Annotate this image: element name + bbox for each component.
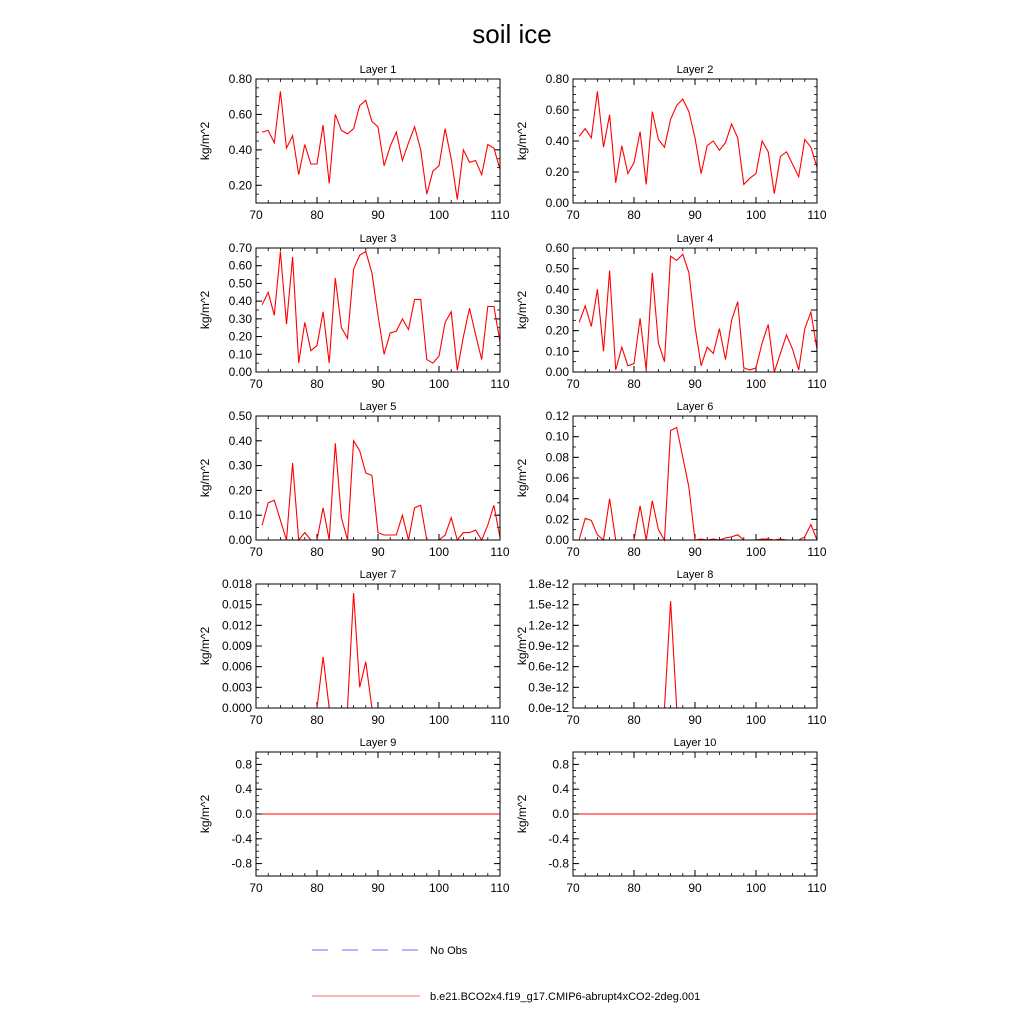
x-tick-label: 70	[566, 881, 580, 895]
x-tick-label: 70	[566, 713, 580, 727]
panel-layer-5	[198, 401, 510, 559]
plot-frame	[573, 416, 817, 540]
panel-layer-7	[198, 569, 510, 727]
plot-frame	[256, 248, 500, 372]
x-tick-label: 110	[490, 545, 510, 559]
y-tick-label: 0.20	[228, 178, 252, 193]
y-tick-label: 0.40	[228, 433, 252, 448]
x-tick-label: 90	[688, 208, 702, 222]
x-tick-label: 110	[490, 713, 510, 727]
panel-layer-2	[515, 64, 827, 222]
x-tick-label: 100	[745, 713, 767, 727]
y-tick-label: -0.8	[231, 856, 252, 871]
y-tick-label: 0.8	[552, 757, 569, 772]
y-tick-label: 0.40	[545, 134, 569, 148]
legend-label-no-obs: No Obs	[430, 945, 468, 957]
y-tick-label: 0.10	[545, 429, 569, 444]
y-tick-label: 0.6e-12	[528, 659, 569, 674]
y-tick-label: 1.2e-12	[528, 618, 569, 633]
y-tick-label: 0.30	[228, 311, 252, 326]
panel-title: Layer 6	[676, 401, 714, 413]
x-tick-label: 90	[371, 713, 385, 727]
y-tick-label: 0.80	[545, 72, 569, 86]
panel-title: Layer 5	[359, 401, 397, 413]
x-tick-label: 80	[310, 881, 324, 895]
y-tick-label: 0.60	[545, 241, 569, 255]
y-tick-label: 0.50	[228, 409, 252, 423]
x-tick-label: 70	[249, 713, 263, 727]
y-tick-label: 0.018	[221, 577, 252, 591]
y-tick-label: 0.00	[545, 365, 569, 379]
y-tick-label: 0.4	[235, 782, 252, 797]
y-axis-label: kg/m^2	[198, 794, 212, 834]
x-tick-label: 80	[310, 377, 324, 391]
y-tick-label: 0.60	[228, 107, 252, 122]
x-tick-label: 90	[688, 545, 702, 559]
panel-layer-4	[515, 233, 827, 391]
x-tick-label: 110	[490, 881, 510, 895]
series-line	[579, 254, 817, 372]
x-tick-label: 90	[688, 713, 702, 727]
x-tick-label: 100	[745, 881, 767, 895]
series-line	[262, 441, 500, 540]
y-tick-label: 0.06	[545, 471, 569, 485]
x-tick-label: 100	[428, 713, 450, 727]
series-line	[579, 91, 817, 193]
x-tick-label: 80	[310, 208, 324, 222]
x-tick-label: 110	[807, 881, 827, 895]
y-axis-label: kg/m^2	[198, 121, 212, 161]
x-tick-label: 110	[807, 545, 827, 559]
series-line	[262, 91, 500, 199]
y-axis-label: kg/m^2	[515, 121, 529, 161]
plot-frame	[573, 584, 817, 708]
y-tick-label: 0.0	[235, 807, 252, 821]
legend	[312, 945, 700, 1003]
y-tick-label: 0.8	[235, 757, 252, 772]
y-tick-label: 0.006	[221, 659, 252, 674]
panel-layer-6	[515, 401, 827, 559]
plot-frame	[256, 416, 500, 540]
x-tick-label: 80	[627, 713, 641, 727]
x-tick-label: 70	[249, 377, 263, 391]
x-tick-label: 70	[566, 545, 580, 559]
x-tick-label: 90	[371, 545, 385, 559]
y-axis-label: kg/m^2	[515, 290, 529, 330]
x-tick-label: 90	[688, 881, 702, 895]
x-tick-label: 100	[745, 545, 767, 559]
y-tick-label: 0.40	[545, 282, 569, 297]
x-tick-label: 100	[428, 545, 450, 559]
y-tick-label: 0.50	[545, 261, 569, 276]
panel-title: Layer 7	[359, 569, 397, 581]
y-tick-label: 1.8e-12	[528, 577, 569, 591]
plot-frame	[256, 584, 500, 708]
x-tick-label: 90	[371, 881, 385, 895]
y-tick-label: -0.4	[548, 831, 569, 846]
panel-layer-3	[198, 233, 510, 391]
y-tick-label: -0.8	[548, 856, 569, 871]
y-axis-label: kg/m^2	[515, 626, 529, 666]
x-tick-label: 70	[249, 881, 263, 895]
y-tick-label: 0.40	[228, 294, 252, 309]
y-axis-label: kg/m^2	[198, 626, 212, 666]
y-tick-label: 0.9e-12	[528, 639, 569, 653]
panel-title: Layer 3	[359, 233, 397, 245]
series-line	[262, 593, 500, 708]
y-axis-label: kg/m^2	[198, 290, 212, 330]
x-tick-label: 100	[745, 377, 767, 391]
panel-title: Layer 4	[676, 233, 714, 245]
y-tick-label: 0.04	[545, 491, 569, 506]
y-axis-label: kg/m^2	[515, 794, 529, 834]
x-tick-label: 80	[627, 208, 641, 222]
series-line	[262, 252, 500, 371]
panel-title: Layer 10	[673, 737, 717, 749]
x-tick-label: 70	[249, 208, 263, 222]
y-tick-label: 0.12	[545, 409, 569, 423]
y-tick-label: 0.70	[228, 241, 252, 255]
y-tick-label: 0.00	[545, 533, 569, 547]
x-tick-label: 110	[807, 713, 827, 727]
y-tick-label: 0.20	[545, 323, 569, 338]
x-tick-label: 70	[249, 545, 263, 559]
x-tick-label: 90	[371, 377, 385, 391]
x-tick-label: 70	[566, 377, 580, 391]
y-tick-label: 0.10	[228, 347, 252, 362]
y-tick-label: 0.009	[221, 639, 252, 653]
y-tick-label: -0.4	[231, 831, 252, 846]
legend-label-model: b.e21.BCO2x4.f19_g17.CMIP6-abrupt4xCO2-2deg.001	[430, 991, 701, 1003]
y-tick-label: 0.10	[545, 344, 569, 359]
figure-title: soil ice	[472, 19, 552, 49]
y-tick-label: 0.08	[545, 450, 569, 465]
x-tick-label: 80	[310, 713, 324, 727]
plot-frame	[256, 79, 500, 203]
x-tick-label: 110	[807, 377, 827, 391]
y-tick-label: 0.000	[221, 701, 252, 715]
y-tick-label: 0.02	[545, 512, 569, 527]
x-tick-label: 100	[428, 881, 450, 895]
y-tick-label: 0.4	[552, 782, 569, 797]
x-tick-label: 90	[371, 208, 385, 222]
y-tick-label: 0.0e-12	[528, 701, 569, 715]
y-tick-label: 0.20	[545, 165, 569, 179]
y-tick-label: 0.30	[228, 458, 252, 473]
x-tick-label: 110	[807, 208, 827, 222]
panel-layer-1	[198, 64, 510, 222]
x-tick-label: 70	[566, 208, 580, 222]
x-tick-label: 100	[745, 208, 767, 222]
y-tick-label: 0.60	[228, 258, 252, 273]
y-tick-label: 0.3e-12	[528, 680, 569, 695]
y-tick-label: 0.0	[552, 807, 569, 821]
x-tick-label: 100	[428, 377, 450, 391]
y-tick-label: 0.00	[228, 533, 252, 547]
y-tick-label: 0.003	[221, 680, 252, 695]
panels	[198, 64, 827, 895]
y-tick-label: 0.30	[545, 303, 569, 317]
y-tick-label: 0.012	[221, 618, 252, 633]
x-tick-label: 80	[627, 881, 641, 895]
y-tick-label: 0.00	[545, 196, 569, 210]
panel-title: Layer 2	[676, 64, 714, 76]
y-axis-label: kg/m^2	[515, 458, 529, 498]
y-tick-label: 0.20	[228, 329, 252, 344]
x-tick-label: 110	[490, 208, 510, 222]
y-tick-label: 0.60	[545, 103, 569, 117]
panel-title: Layer 1	[359, 64, 397, 76]
y-tick-label: 0.80	[228, 72, 252, 86]
y-tick-label: 0.10	[228, 508, 252, 523]
y-tick-label: 0.015	[221, 597, 252, 612]
y-tick-label: 0.50	[228, 276, 252, 291]
y-tick-label: 0.40	[228, 142, 252, 157]
y-tick-label: 0.00	[228, 365, 252, 379]
x-tick-label: 90	[688, 377, 702, 391]
x-tick-label: 80	[627, 377, 641, 391]
panel-layer-9	[198, 737, 510, 895]
y-tick-label: 0.20	[228, 483, 252, 498]
x-tick-label: 80	[627, 545, 641, 559]
y-axis-label: kg/m^2	[198, 458, 212, 498]
series-line	[579, 427, 817, 540]
panel-layer-8	[515, 569, 827, 727]
y-tick-label: 1.5e-12	[528, 597, 569, 612]
x-tick-label: 100	[428, 208, 450, 222]
x-tick-label: 110	[490, 377, 510, 391]
series-line	[579, 601, 817, 708]
x-tick-label: 80	[310, 545, 324, 559]
panel-title: Layer 9	[359, 737, 397, 749]
panel-layer-10	[515, 737, 827, 895]
panel-title: Layer 8	[676, 569, 714, 581]
